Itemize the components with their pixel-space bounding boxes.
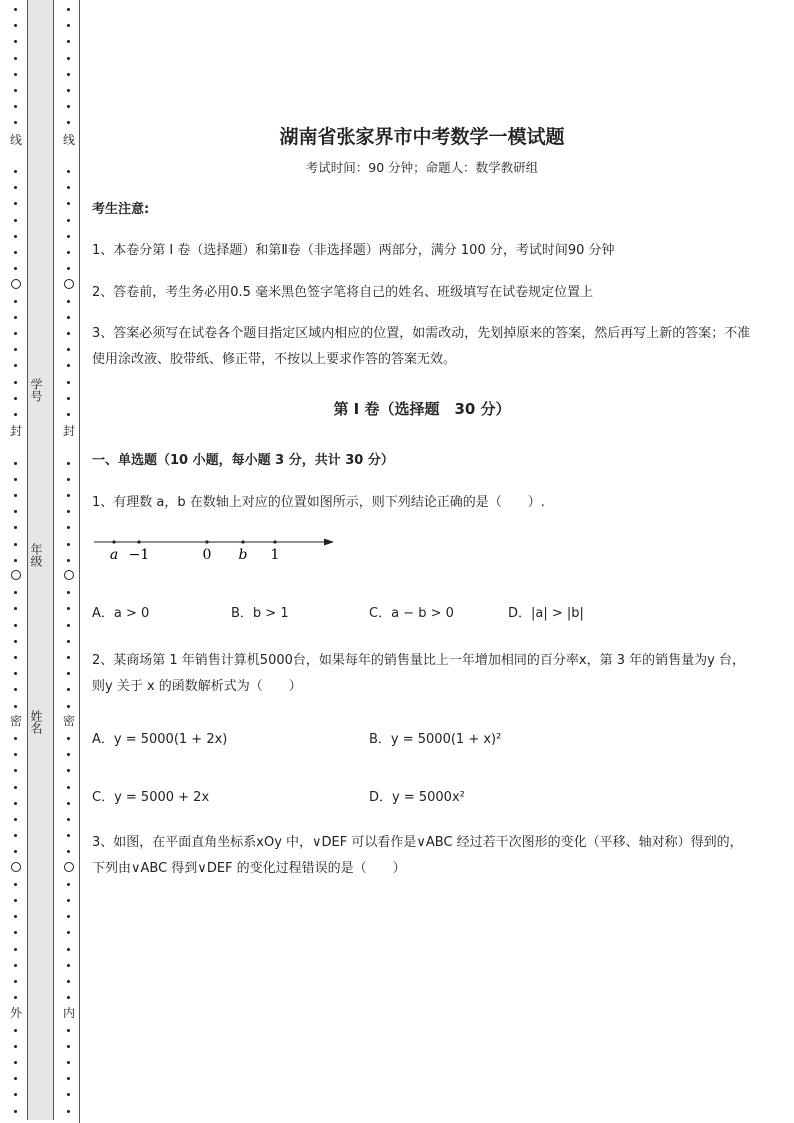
dot: [67, 510, 70, 513]
q1-option-b: B．b > 1: [231, 606, 289, 621]
q1-option-c: C．a − b > 0: [369, 606, 454, 621]
dot: [14, 753, 17, 756]
question-3-stem: 3、如图，在平面直角坐标系xOy 中，∨DEF 可以看作是∨ABC 经过若干次图形的变化（平移、轴对称）得到的，下列由∨ABC 得到∨DEF 的变化过程错误的是（ ）: [92, 835, 743, 876]
dot: [14, 73, 17, 76]
field-student-id: 学号: [29, 378, 43, 402]
dot: [67, 769, 70, 772]
dot: [14, 478, 17, 481]
question-2-stem: 2、某商场第 1 年销售计算机5000台，如果每年的销售量比上一年增加相同的百分率x，第 3 年的销售量为y 台，则y 关于 x 的函数解析式为（ ）: [92, 653, 745, 694]
dot: [14, 1045, 17, 1048]
dot: [14, 640, 17, 643]
dot: [14, 818, 17, 821]
dot: [67, 121, 70, 124]
inner-dotted-line: [62, 0, 76, 1123]
axis-label-1: 1: [270, 547, 280, 563]
point-neg1: [137, 540, 140, 543]
dot: [67, 656, 70, 659]
field-grade: 年级: [29, 543, 43, 567]
dot: [67, 267, 70, 270]
number-line-figure: [92, 530, 352, 570]
part-heading: 一、单选题（10 小题，每小题 3 分，共计 30 分）: [92, 453, 394, 468]
dot: [14, 705, 17, 708]
dot: [14, 769, 17, 772]
dot: [67, 381, 70, 384]
dot: [67, 1077, 70, 1080]
dot: [67, 850, 70, 853]
dot: [67, 964, 70, 967]
dot: [67, 24, 70, 27]
inner-mark-line: 线: [62, 133, 75, 147]
q2-option-a: A．y = 5000(1 + 2x): [92, 732, 228, 747]
dot: [67, 834, 70, 837]
axis-label-b: b: [238, 547, 248, 563]
dot: [67, 526, 70, 529]
dot: [67, 672, 70, 675]
dot: [67, 786, 70, 789]
dot: [14, 915, 17, 918]
circle-icon: [64, 862, 74, 872]
dot: [67, 899, 70, 902]
dot: [14, 559, 17, 562]
dot: [67, 219, 70, 222]
dot: [14, 89, 17, 92]
dot: [14, 300, 17, 303]
dot: [67, 543, 70, 546]
dot: [67, 170, 70, 173]
page-title: 湖南省张家界市中考数学一模试题: [279, 126, 565, 148]
dot: [67, 397, 70, 400]
dot: [14, 591, 17, 594]
q2-option-d: D．y = 5000x²: [369, 790, 465, 805]
margin-rule: [79, 0, 80, 1123]
dot: [67, 57, 70, 60]
dot: [14, 202, 17, 205]
dot: [14, 413, 17, 416]
inner-mark-seal: 封: [62, 424, 75, 438]
dot: [14, 267, 17, 270]
question-1-stem: 1、有理数 a，b 在数轴上对应的位置如图所示，则下列结论正确的是（ ）.: [92, 495, 545, 510]
dot: [14, 8, 17, 11]
field-name: 姓名: [29, 710, 43, 734]
dot: [14, 850, 17, 853]
q2-option-b: B．y = 5000(1 + x)²: [369, 732, 502, 747]
dot: [14, 170, 17, 173]
dot: [14, 543, 17, 546]
dot: [14, 899, 17, 902]
dot: [14, 1110, 17, 1113]
dot: [67, 607, 70, 610]
q2-option-c: C．y = 5000 + 2x: [92, 790, 210, 805]
dot: [14, 494, 17, 497]
dot: [67, 705, 70, 708]
dot: [14, 1093, 17, 1096]
dot: [14, 186, 17, 189]
dot: [14, 364, 17, 367]
circle-icon: [64, 279, 74, 289]
q1-option-d: D．|a| > |b|: [508, 606, 584, 621]
dot: [14, 834, 17, 837]
outer-mark-outside: 外: [9, 1006, 22, 1020]
dot: [14, 251, 17, 254]
dot: [67, 948, 70, 951]
note-3: 3、答案必须写在试卷各个题目指定区域内相应的位置，如需改动，先划掉原来的答案，然后再写上新的答案；不准使用涂改液、胶带纸、修正带，不按以上要求作答的答案无效。: [92, 326, 751, 367]
dot: [67, 1045, 70, 1048]
dot: [67, 1061, 70, 1064]
dot: [14, 980, 17, 983]
dot: [14, 24, 17, 27]
dot: [67, 883, 70, 886]
outer-mark-line: 线: [9, 133, 22, 147]
outer-dotted-line: [9, 0, 23, 1123]
inner-mark-inside: 内: [62, 1006, 75, 1020]
dot: [67, 300, 70, 303]
dot: [14, 526, 17, 529]
dot: [14, 381, 17, 384]
point-1: [273, 540, 276, 543]
dot: [14, 219, 17, 222]
dot: [67, 591, 70, 594]
dot: [67, 640, 70, 643]
student-info-strip: [27, 0, 54, 1120]
binding-margin: [0, 0, 82, 1123]
dot: [14, 121, 17, 124]
q1-option-a: A．a > 0: [92, 606, 150, 621]
dot: [14, 656, 17, 659]
circle-icon: [11, 862, 21, 872]
dot: [14, 316, 17, 319]
dot: [67, 494, 70, 497]
dot: [14, 397, 17, 400]
dot: [67, 40, 70, 43]
notes-heading: 考生注意:: [92, 202, 150, 217]
dot: [14, 1077, 17, 1080]
note-2: 2、答卷前，考生务必用0.5 毫米黑色签字笔将自己的姓名、班级填写在试卷规定位置上: [92, 285, 594, 300]
page-subtitle: 考试时间：90 分钟；命题人：数学教研组: [305, 160, 539, 175]
dot: [14, 996, 17, 999]
dot: [67, 478, 70, 481]
axis-label-neg1: −1: [128, 547, 150, 563]
dot: [14, 40, 17, 43]
dot: [67, 1110, 70, 1113]
dot: [67, 1093, 70, 1096]
dot: [67, 462, 70, 465]
dot: [14, 931, 17, 934]
dot: [67, 980, 70, 983]
point-a: [112, 540, 115, 543]
dot: [67, 73, 70, 76]
axis-label-0: 0: [202, 547, 212, 563]
dot: [67, 688, 70, 691]
dot: [14, 57, 17, 60]
dot: [14, 105, 17, 108]
circle-icon: [11, 570, 21, 580]
dot: [67, 235, 70, 238]
dot: [14, 348, 17, 351]
dot: [67, 624, 70, 627]
arrow-icon: [324, 539, 334, 546]
dot: [67, 1029, 70, 1032]
dot: [14, 462, 17, 465]
dot: [67, 818, 70, 821]
dot: [67, 202, 70, 205]
note-1: 1、本卷分第 I 卷（选择题）和第Ⅱ卷（非选择题）两部分，满分 100 分，考试时间90 分钟: [92, 243, 615, 258]
dot: [67, 559, 70, 562]
dot: [14, 607, 17, 610]
dot: [67, 931, 70, 934]
dot: [67, 364, 70, 367]
circle-icon: [64, 570, 74, 580]
dot: [67, 186, 70, 189]
outer-mark-seal: 封: [9, 424, 22, 438]
dot: [14, 802, 17, 805]
dot: [14, 235, 17, 238]
dot: [14, 510, 17, 513]
dot: [14, 1061, 17, 1064]
dot: [14, 737, 17, 740]
dot: [67, 89, 70, 92]
circle-icon: [11, 279, 21, 289]
dot: [14, 624, 17, 627]
dot: [67, 105, 70, 108]
dot: [67, 802, 70, 805]
dot: [67, 413, 70, 416]
dot: [14, 883, 17, 886]
dot: [14, 672, 17, 675]
dot: [67, 8, 70, 11]
dot: [14, 688, 17, 691]
dot: [14, 332, 17, 335]
inner-mark-secret: 密: [62, 714, 75, 728]
section-title: 第 I 卷（选择题 30 分）: [333, 400, 511, 418]
dot: [67, 251, 70, 254]
dot: [67, 332, 70, 335]
dot: [14, 948, 17, 951]
dot: [67, 915, 70, 918]
dot: [14, 786, 17, 789]
dot: [67, 737, 70, 740]
dot: [14, 964, 17, 967]
point-0: [205, 540, 208, 543]
dot: [14, 1029, 17, 1032]
dot: [67, 316, 70, 319]
point-b: [241, 540, 244, 543]
dot: [67, 348, 70, 351]
dot: [67, 996, 70, 999]
outer-mark-secret: 密: [9, 714, 22, 728]
dot: [67, 753, 70, 756]
axis-label-a: a: [109, 547, 119, 563]
